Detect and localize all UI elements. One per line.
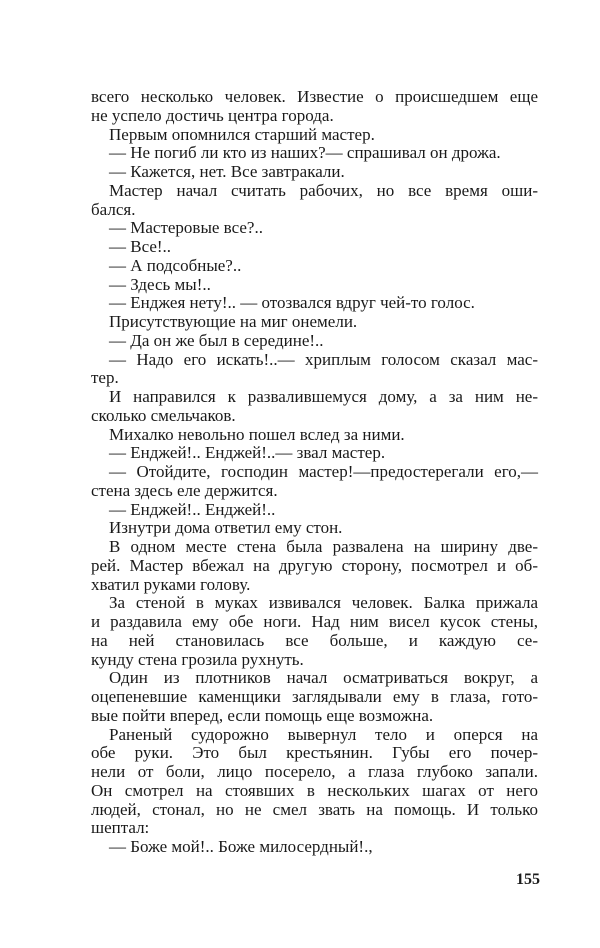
text-line: — Кажется, нет. Все завтракали. bbox=[109, 162, 345, 181]
text-line: — Мастеровые все?.. bbox=[109, 218, 263, 238]
text-line: сколько смельчаков. bbox=[91, 405, 236, 425]
text-line: Один из плотников начал осматриваться вокруг, а bbox=[109, 668, 538, 688]
text-line: — А подсобные?.. bbox=[109, 255, 242, 275]
text-line: — Все!.. bbox=[109, 237, 172, 256]
text-line: людей, стонал, но не смел звать на помощь. И только bbox=[91, 799, 538, 819]
text-line: кунду стена грозила рухнуть. bbox=[91, 649, 304, 669]
text-line: Мастер начал считать рабочих, но все время оши- bbox=[109, 180, 538, 200]
text-line: Изнутри дома ответил ему стон. bbox=[109, 518, 343, 538]
text-line: — Енджей!.. Енджей!.. bbox=[109, 499, 276, 519]
text-line: хватил руками голову. bbox=[91, 574, 251, 594]
text-line: Он смотрел на стоявших в нескольких шагах от него bbox=[91, 780, 538, 800]
text-line: тер. bbox=[91, 368, 119, 388]
text-line: — Здесь мы!.. bbox=[109, 274, 211, 294]
text-line: на ней становилась все больше, и каждую се- bbox=[91, 630, 538, 650]
text-line: всего несколько человек. Известие о происшедшем еще bbox=[91, 87, 538, 106]
text-line: Михалко невольно пошел вслед за ними. bbox=[109, 424, 405, 444]
text-line: — Енджей!.. Енджей!..— звал мастер. bbox=[109, 443, 386, 463]
text-line: шептал: bbox=[91, 818, 150, 838]
text-line: И направился к развалившемуся дому, а за ним не- bbox=[109, 387, 538, 406]
text-line: Первым опомнился старший мастер. bbox=[109, 124, 375, 144]
text-line: и раздавила ему обе ноги. Над ним висел кусок стены, bbox=[91, 612, 538, 631]
text-line: — Не погиб ли кто из наших?— спрашивал он дрожа. bbox=[109, 143, 501, 163]
text-line: — Енджея нету!.. — отозвался вдруг чей-то голос. bbox=[109, 293, 475, 313]
text-line: — Да он же был в середине!.. bbox=[109, 330, 324, 350]
text-line: рей. Мастер вбежал на другую сторону, посмотрел и об- bbox=[91, 555, 538, 575]
text-line: не успело достичь центра города. bbox=[91, 105, 334, 125]
text-line: бался. bbox=[91, 199, 136, 219]
text-line: — Отойдите, господин мастер!—предостерегали его,— bbox=[109, 462, 538, 481]
text-line: нели от боли, лицо посерело, а глаза глубоко запали. bbox=[91, 762, 538, 781]
text-line: — Боже мой!.. Боже милосердный!., bbox=[109, 837, 373, 856]
text-line: За стеной в муках извивался человек. Балка прижала bbox=[109, 593, 538, 613]
text-line: стена здесь еле держится. bbox=[91, 480, 278, 500]
text-line: Присутствующие на миг онемели. bbox=[109, 312, 358, 331]
page-text bbox=[91, 88, 538, 857]
text-line: обе руки. Это был крестьянин. Губы его почер- bbox=[91, 743, 538, 763]
text-line: вые пойти вперед, если помощь еще возможна. bbox=[91, 705, 434, 725]
text-line: оцепеневшие каменщики заглядывали ему в глаза, гото- bbox=[91, 687, 538, 706]
text-line: В одном месте стена была развалена на ширину две- bbox=[109, 537, 538, 556]
text-line: — Надо его искать!..— хриплым голосом сказал мас- bbox=[109, 349, 538, 369]
text-line: Раненый судорожно вывернул тело и оперся на bbox=[109, 724, 538, 744]
page-number: 155 bbox=[516, 871, 540, 888]
